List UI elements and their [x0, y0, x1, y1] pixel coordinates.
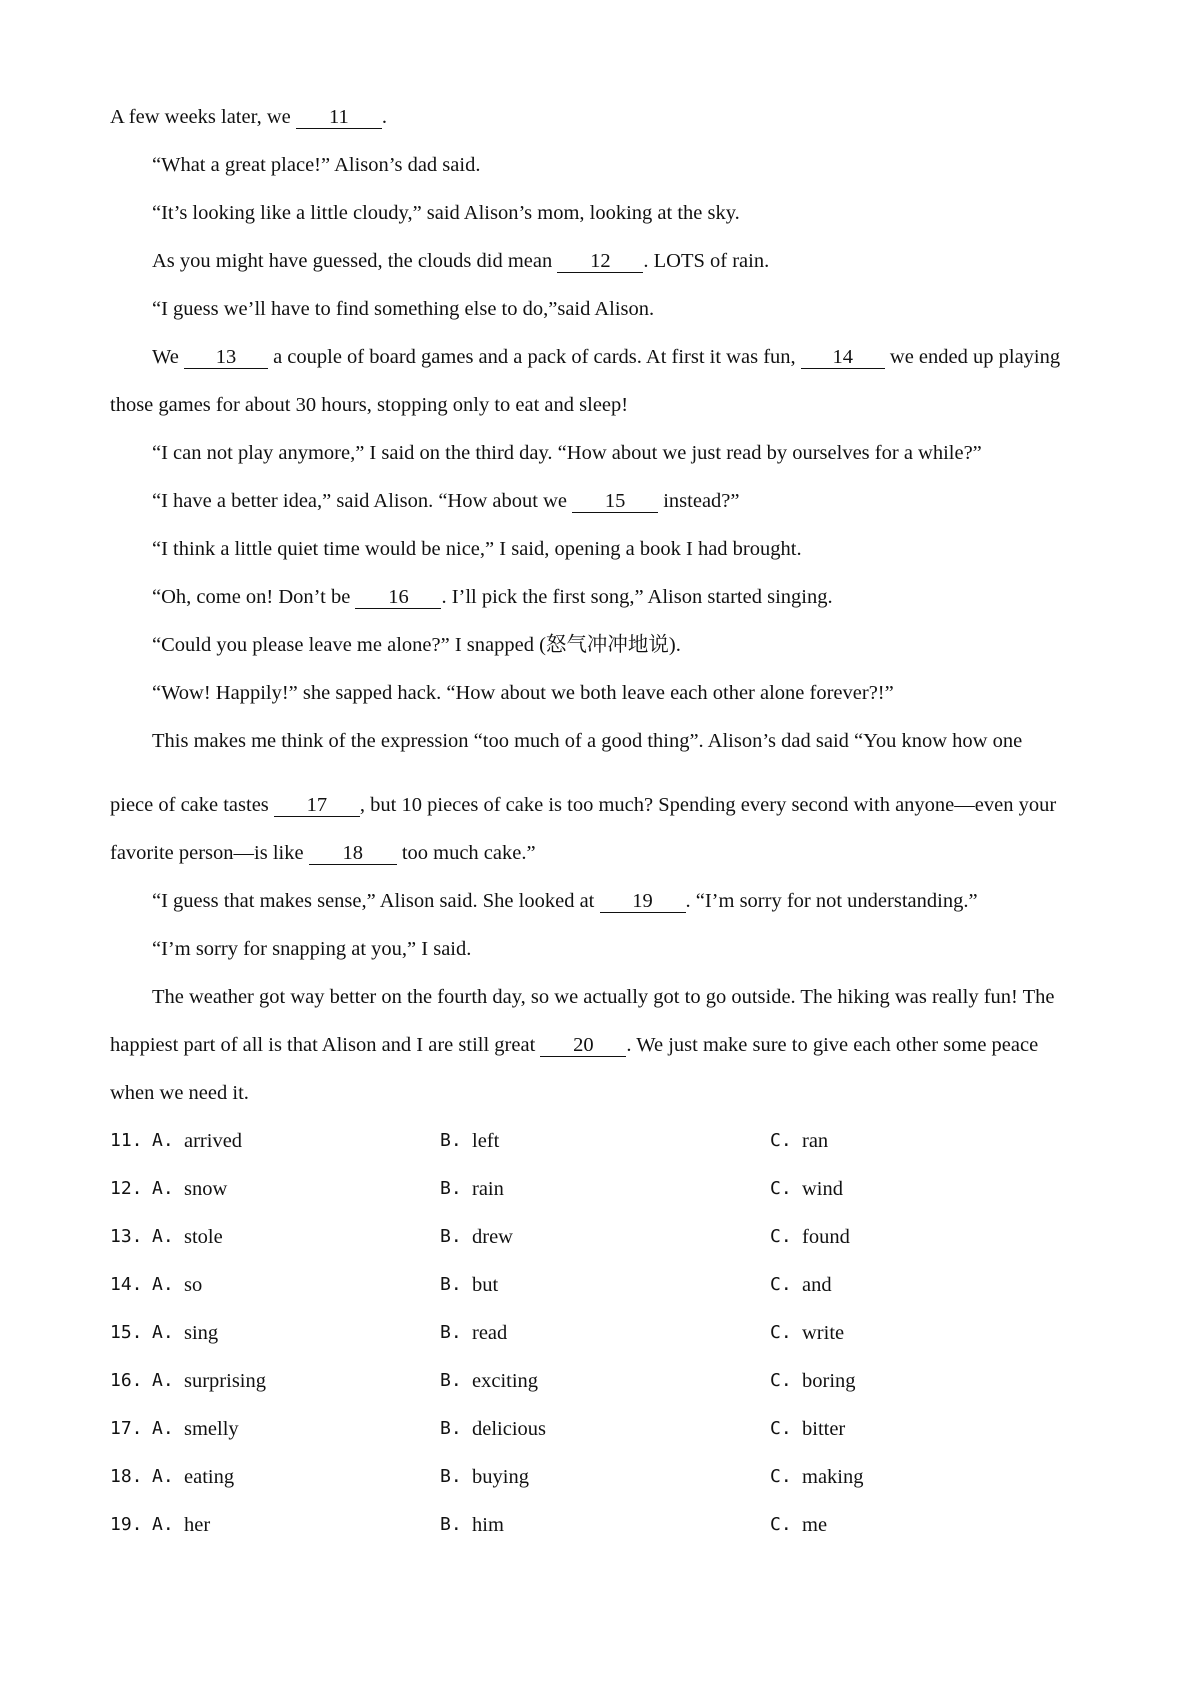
option-a: stole	[184, 1226, 223, 1248]
passage-line: “I can not play anymore,” I said on the third day. “How about we just read by ourselves for a while?”	[152, 442, 982, 464]
option-letter-c: C.	[770, 1466, 792, 1487]
passage-line: “Could you please leave me alone?” I snapped (怒气冲冲地说).	[152, 634, 681, 656]
option-a: so	[184, 1274, 203, 1296]
option-letter-a: A.	[152, 1514, 174, 1535]
passage-line: The weather got way better on the fourth day, so we actually got to go outside. The hiking was really fun! The	[152, 986, 1055, 1008]
option-letter-c: C.	[770, 1178, 792, 1199]
option-b: but	[472, 1274, 499, 1296]
option-letter-a: A.	[152, 1226, 174, 1247]
option-b: read	[472, 1322, 508, 1344]
passage-line: “What a great place!” Alison’s dad said.	[152, 154, 481, 176]
passage-text: instead?”	[658, 490, 740, 512]
option-a: eating	[184, 1466, 235, 1488]
question-number: 19.	[110, 1514, 143, 1535]
option-letter-b: B.	[440, 1514, 462, 1535]
option-letter-b: B.	[440, 1370, 462, 1391]
option-c: making	[802, 1466, 864, 1488]
option-c: ran	[802, 1130, 829, 1152]
passage-line: “I guess we’ll have to find something else to do,”said Alison.	[152, 298, 655, 320]
option-letter-b: B.	[440, 1178, 462, 1199]
passage-text: . We just make sure to give each other some peace	[626, 1034, 1039, 1056]
option-letter-b: B.	[440, 1274, 462, 1295]
option-letter-a: A.	[152, 1274, 174, 1295]
passage-text: A few weeks later, we	[110, 106, 296, 128]
passage-line	[152, 887, 1100, 915]
option-c: wind	[802, 1178, 843, 1200]
option-b: left	[472, 1130, 500, 1152]
answer-blank-15: 15	[572, 490, 658, 513]
question-row-16	[0, 1367, 1200, 1395]
option-c: boring	[802, 1370, 856, 1392]
passage-text: . LOTS of rain.	[643, 250, 770, 272]
option-b: buying	[472, 1466, 529, 1488]
passage-line: “Wow! Happily!” she sapped hack. “How about we both leave each other alone forever?!”	[152, 682, 894, 704]
answer-blank-20: 20	[540, 1034, 626, 1057]
option-b: rain	[472, 1178, 504, 1200]
option-letter-b: B.	[440, 1226, 462, 1247]
passage-line	[110, 791, 1100, 819]
option-c: me	[802, 1514, 828, 1536]
option-a: snow	[184, 1178, 228, 1200]
option-a: surprising	[184, 1370, 266, 1392]
option-letter-c: C.	[770, 1130, 792, 1151]
passage-text: a couple of board games and a pack of cards. At first it was fun,	[267, 346, 801, 368]
option-letter-c: C.	[770, 1274, 792, 1295]
passage-text: We	[152, 346, 184, 368]
question-row-11	[0, 1127, 1200, 1155]
option-letter-c: C.	[770, 1322, 792, 1343]
option-letter-a: A.	[152, 1370, 174, 1391]
option-c: bitter	[802, 1418, 846, 1440]
question-row-15	[0, 1319, 1200, 1347]
option-a: her	[184, 1514, 211, 1536]
option-c: write	[802, 1322, 845, 1344]
passage-text: favorite person—is like	[110, 842, 309, 864]
passage-text: .	[381, 106, 388, 128]
passage-text: As you might have guessed, the clouds did mean	[152, 250, 558, 272]
passage-line	[152, 487, 1100, 515]
option-letter-a: A.	[152, 1466, 174, 1487]
option-letter-a: A.	[152, 1322, 174, 1343]
question-row-18	[0, 1463, 1200, 1491]
option-a: smelly	[184, 1418, 239, 1440]
answer-blank-16: 16	[355, 586, 441, 609]
option-b: exciting	[472, 1370, 539, 1392]
option-letter-c: C.	[770, 1370, 792, 1391]
passage-text: happiest part of all is that Alison and I are still great	[110, 1034, 541, 1056]
answer-blank-14: 14	[801, 346, 885, 369]
question-number: 11.	[110, 1130, 143, 1151]
option-letter-b: B.	[440, 1466, 462, 1487]
passage-text: “I guess that makes sense,” Alison said. She looked at	[152, 890, 600, 912]
option-letter-c: C.	[770, 1418, 792, 1439]
option-letter-b: B.	[440, 1130, 462, 1151]
option-letter-a: A.	[152, 1130, 174, 1151]
option-a: arrived	[184, 1130, 243, 1152]
passage-line	[110, 103, 1100, 131]
option-letter-c: C.	[770, 1514, 792, 1535]
option-letter-b: B.	[440, 1418, 462, 1439]
question-number: 16.	[110, 1370, 143, 1391]
passage-line: those games for about 30 hours, stopping only to eat and sleep!	[110, 394, 629, 416]
passage-line	[110, 1031, 1100, 1059]
answer-blank-19: 19	[600, 890, 686, 913]
question-number: 15.	[110, 1322, 143, 1343]
answer-blank-12: 12	[557, 250, 643, 273]
question-row-12	[0, 1175, 1200, 1203]
passage-line: “I’m sorry for snapping at you,” I said.	[152, 938, 472, 960]
question-row-19	[0, 1511, 1200, 1539]
option-c: and	[802, 1274, 832, 1296]
passage-line	[152, 583, 1100, 611]
passage-line	[110, 839, 1100, 867]
option-letter-a: A.	[152, 1178, 174, 1199]
question-number: 12.	[110, 1178, 143, 1199]
option-c: found	[802, 1226, 850, 1248]
passage-line: “It’s looking like a little cloudy,” said Alison’s mom, looking at the sky.	[152, 202, 740, 224]
passage-text: we ended up playing	[884, 346, 1061, 368]
passage-text: “I have a better idea,” said Alison. “How about we	[152, 490, 573, 512]
question-number: 18.	[110, 1466, 143, 1487]
option-b: him	[472, 1514, 504, 1536]
passage-line	[152, 343, 1100, 371]
option-letter-b: B.	[440, 1322, 462, 1343]
passage-line: when we need it.	[110, 1082, 249, 1104]
question-number: 13.	[110, 1226, 143, 1247]
answer-blank-17: 17	[274, 794, 360, 817]
passage-text: . “I’m sorry for not understanding.”	[685, 890, 978, 912]
option-a: sing	[184, 1322, 219, 1344]
question-number: 14.	[110, 1274, 143, 1295]
passage-line: This makes me think of the expression “too much of a good thing”. Alison’s dad said “You know how one	[152, 730, 1023, 752]
option-letter-c: C.	[770, 1226, 792, 1247]
option-letter-a: A.	[152, 1418, 174, 1439]
passage-text: . I’ll pick the first song,” Alison started singing.	[441, 586, 833, 608]
question-row-17	[0, 1415, 1200, 1443]
passage-text: too much cake.”	[396, 842, 536, 864]
passage-line	[152, 247, 1100, 275]
answer-blank-11: 11	[296, 106, 382, 129]
question-number: 17.	[110, 1418, 143, 1439]
answer-blank-18: 18	[309, 842, 397, 865]
option-b: delicious	[472, 1418, 547, 1440]
passage-text: piece of cake tastes	[110, 794, 274, 816]
question-row-14	[0, 1271, 1200, 1299]
passage-text: , but 10 pieces of cake is too much? Spending every second with anyone—even your	[359, 794, 1057, 816]
option-b: drew	[472, 1226, 513, 1248]
passage-line: “I think a little quiet time would be nice,” I said, opening a book I had brought.	[152, 538, 802, 560]
answer-blank-13: 13	[184, 346, 268, 369]
passage-text: “Oh, come on! Don’t be	[152, 586, 356, 608]
question-row-13	[0, 1223, 1200, 1251]
